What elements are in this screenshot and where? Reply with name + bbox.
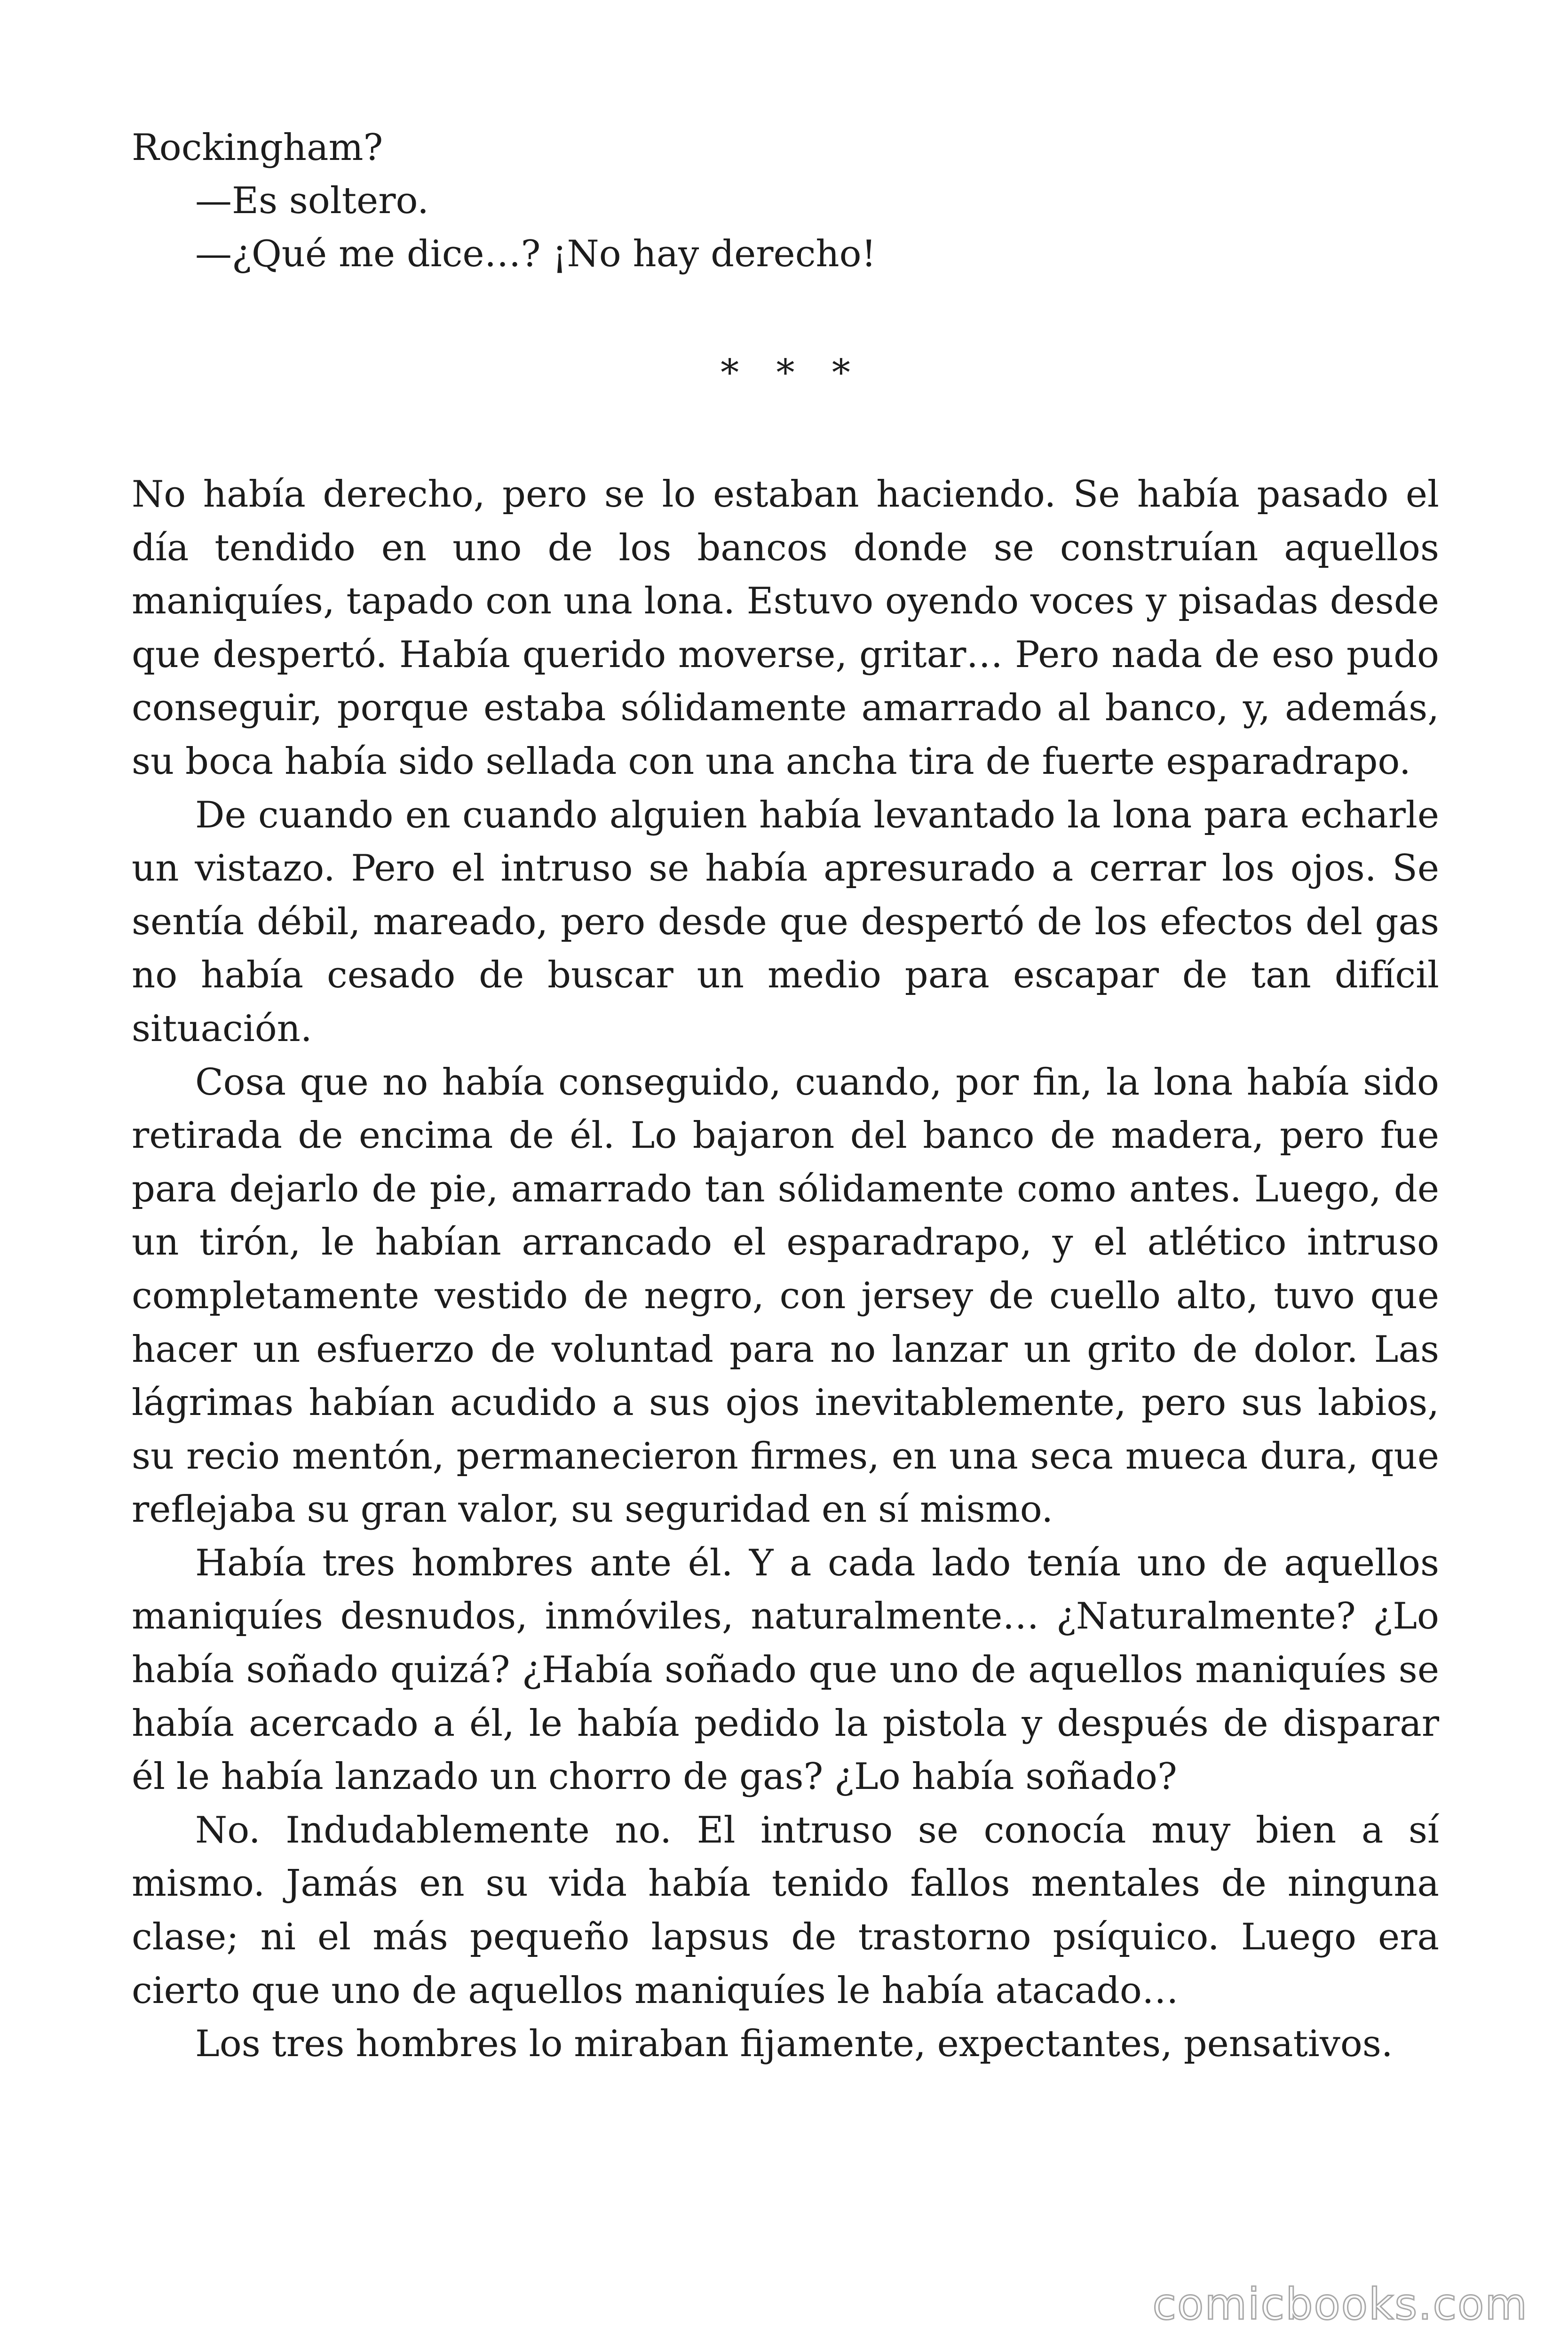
paragraph: No había derecho, pero se lo estaban haciendo. Se había pasado el día tendido en uno de los bancos donde se construían aquellos maniquíes, tapado con una lona. Estuvo oyendo voces y pisadas desde que despertó. Había querido moverse, gritar… Pero nada de eso pudo conseguir, porque estaba sólidamente amarrado al banco, y, además, su boca había sido sellada con una ancha tira de fuerte esparadrapo. — [132, 473, 1439, 783]
paragraph: Había tres hombres ante él. Y a cada lado tenía uno de aquellos maniquíes desnudos, inmóviles, naturalmente… ¿Naturalmente? ¿Lo había soñado quizá? ¿Había soñado que uno de aquellos maniquíes se había acercado a él, le había pedido la pistola y después de disparar él le había lanzado un chorro de gas? ¿Lo había soñado? — [132, 1542, 1439, 1798]
paragraph: De cuando en cuando alguien había levantado la lona para echarle un vistazo. Pero el intruso se había apresurado a cerrar los ojos. Se sentía débil, mareado, pero desde que despertó de los efectos del gas no había cesado de buscar un medio para escapar de tan difícil situación. — [132, 794, 1439, 1050]
book-page — [132, 121, 1439, 2071]
dialogue-line: —Es soltero. — [195, 180, 429, 222]
section-separator: * * * — [721, 352, 863, 394]
dialogue-line: —¿Qué me dice…? ¡No hay derecho! — [195, 233, 876, 275]
paragraph: Los tres hombres lo miraban fijamente, expectantes, pensativos. — [195, 2023, 1393, 2066]
paragraph: Cosa que no había conseguido, cuando, por fin, la lona había sido retirada de encima de él. Lo bajaron del banco de madera, pero fue para dejarlo de pie, amarrado tan sólidamente como antes. Luego, de un tirón, le habían arrancado el esparadrapo, y el atlético intruso completamente vestido de negro, con jersey de cuello alto, tuvo que hacer un esfuerzo de voluntad para no lanzar un grito de dolor. Las lágrimas habían acudido a sus ojos inevitablemente, pero sus labios, su recio mentón, permanecieron firmes, en una seca mueca dura, que reflejaba su gran valor, su seguridad en sí mismo. — [132, 1061, 1439, 1531]
paragraph: No. Indudablemente no. El intruso se conocía muy bien a sí mismo. Jamás en su vida había tenido fallos mentales de ninguna clase; ni el más pequeño lapsus de trastorno psíquico. Luego era cierto que uno de aquellos maniquíes le había atacado… — [132, 1809, 1439, 2012]
watermark-text: comicbooks.com — [1152, 2279, 1528, 2329]
dialogue-line: Rockingham? — [132, 127, 383, 169]
